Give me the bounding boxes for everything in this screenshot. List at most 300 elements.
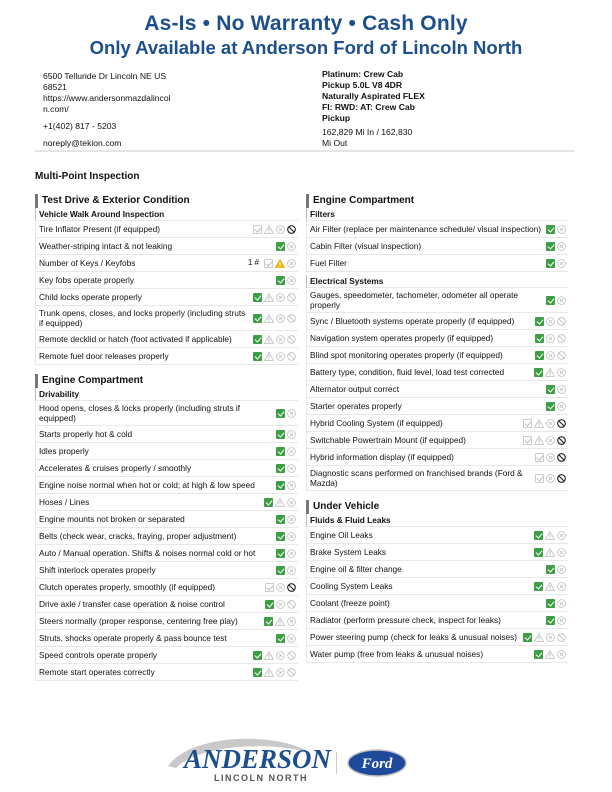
check-icon[interactable] (535, 351, 544, 360)
dealer-info (43, 71, 171, 149)
fail-icon[interactable] (546, 453, 555, 462)
inspection-item-label: Hybrid information display (if equipped) (310, 452, 454, 462)
status-icons (264, 498, 298, 507)
inspection-title: Multi-Point Inspection (35, 171, 140, 182)
inspection-item-label: Engine noise normal when hot or cold; at high & low speed (39, 480, 255, 490)
inspection-row (306, 612, 568, 629)
inspection-row (35, 511, 298, 528)
inspection-item-label: Power steering pump (check for leaks & unusual noises) (310, 632, 518, 642)
check-icon[interactable] (546, 242, 555, 251)
not-applicable-icon[interactable] (557, 334, 566, 343)
check-icon[interactable] (535, 453, 544, 462)
dealer-website-2[interactable]: n.com/ (43, 104, 69, 114)
inspection-item-label: Clutch operates properly, smoothly (if equipped) (39, 582, 216, 592)
not-applicable-icon[interactable] (287, 335, 296, 344)
dealer-address-1: 6500 Telluride Dr Lincoln NE US (43, 71, 167, 81)
inspection-row (35, 528, 298, 545)
inspection-item-label: Remote fuel door releases properly (39, 351, 169, 361)
status-icons (535, 317, 568, 326)
inspection-item-label: Switchable Powertrain Mount (if equipped) (310, 435, 466, 445)
status-icons (546, 242, 568, 251)
status-icons (248, 258, 298, 268)
fail-icon[interactable] (287, 634, 296, 643)
inspection-row (35, 613, 298, 630)
inspection-row (306, 544, 568, 561)
check-icon[interactable] (535, 334, 544, 343)
status-icons (276, 242, 298, 251)
inspection-item-label: Accelerates & cruises properly / smoothly (39, 463, 192, 473)
fail-icon[interactable] (546, 474, 555, 483)
inspection-item-label: Trunk opens, closes, and locks properly (including struts if equipped) (39, 308, 246, 328)
left-column (35, 194, 298, 681)
fail-icon[interactable] (276, 293, 285, 302)
fail-icon[interactable] (557, 368, 566, 377)
fail-icon[interactable] (557, 385, 566, 394)
fail-icon[interactable] (557, 531, 566, 540)
dealer-phone: +1(402) 817 - 5203 (43, 121, 117, 131)
inspection-item-label: Alternator output correct (310, 384, 400, 394)
inspection-item-label: Remote decklid or hatch (foot activated if applicable) (39, 334, 232, 344)
inspection-row (306, 221, 568, 238)
inspection-item-label: Engine oil & filter change (310, 564, 402, 574)
inspection-item-label: Cooling System Leaks (310, 581, 393, 591)
fail-icon[interactable] (557, 616, 566, 625)
check-icon[interactable] (276, 515, 285, 524)
check-icon[interactable] (546, 296, 555, 305)
status-icons (253, 293, 298, 302)
check-icon[interactable] (264, 498, 273, 507)
warning-icon[interactable] (534, 419, 544, 428)
inspection-item-label: Belts (check wear, cracks, fraying, proper adjustment) (39, 531, 237, 541)
check-icon[interactable] (535, 317, 544, 326)
inspection-row (35, 545, 298, 562)
inspection-item-label: Speed controls operate properly (39, 650, 158, 660)
vehicle-miles-1: 162,829 Mi In / 162,830 (322, 127, 413, 137)
status-icons (534, 548, 568, 557)
inspection-row (35, 401, 298, 426)
inspection-row (35, 443, 298, 460)
inspection-row (35, 664, 298, 681)
warning-icon[interactable] (264, 225, 274, 234)
fail-icon[interactable] (287, 549, 296, 558)
status-icons (276, 515, 298, 524)
status-icons (546, 296, 568, 305)
inspection-row (306, 415, 568, 432)
fail-icon[interactable] (276, 583, 285, 592)
not-applicable-icon[interactable] (287, 600, 296, 609)
fail-icon[interactable] (287, 481, 296, 490)
warning-icon[interactable] (264, 651, 274, 660)
fail-icon[interactable] (557, 225, 566, 234)
inspection-row (35, 426, 298, 443)
status-icons (546, 225, 568, 234)
check-icon[interactable] (253, 314, 262, 323)
inspection-item-label: Starter operates properly (310, 401, 402, 411)
check-icon[interactable] (276, 409, 285, 418)
not-applicable-icon[interactable] (557, 317, 566, 326)
not-applicable-icon[interactable] (557, 351, 566, 360)
status-icons (546, 385, 568, 394)
fail-icon[interactable] (287, 409, 296, 418)
check-icon[interactable] (276, 481, 285, 490)
fail-icon[interactable] (287, 242, 296, 251)
inspection-row (306, 646, 568, 663)
warning-icon[interactable] (275, 617, 285, 626)
fail-icon[interactable] (287, 498, 296, 507)
check-icon[interactable] (534, 548, 543, 557)
inspection-item-label: Engine Oil Leaks (310, 530, 373, 540)
inspection-item-label: Air Filter (replace per maintenance schedule/ visual inspection) (310, 224, 542, 234)
check-icon[interactable] (546, 225, 555, 234)
check-icon[interactable] (276, 447, 285, 456)
check-icon[interactable] (276, 566, 285, 575)
header-line-1: As-Is • No Warranty • Cash Only (144, 12, 468, 35)
inspection-item-label: Fuel Filter (310, 258, 347, 268)
inspection-row (35, 289, 298, 306)
inspection-row (306, 255, 568, 272)
status-icons (264, 617, 298, 626)
fail-icon[interactable] (557, 650, 566, 659)
status-icons (534, 582, 568, 591)
inspection-row (35, 647, 298, 664)
fail-icon[interactable] (557, 599, 566, 608)
inspection-item-label: Water pump (free from leaks & unusual noises) (310, 649, 484, 659)
fail-icon[interactable] (276, 314, 285, 323)
fail-icon[interactable] (557, 402, 566, 411)
inspection-item-label: Child locks operate properly (39, 292, 142, 302)
inspection-row (35, 331, 298, 348)
check-icon[interactable] (276, 532, 285, 541)
check-icon[interactable] (523, 419, 532, 428)
fail-icon[interactable] (276, 335, 285, 344)
status-icons (253, 651, 298, 660)
fail-icon[interactable] (287, 532, 296, 541)
check-icon[interactable] (276, 464, 285, 473)
fail-icon[interactable] (546, 633, 555, 642)
inspection-row (306, 629, 568, 646)
inspection-row (35, 579, 298, 596)
check-icon[interactable] (535, 474, 544, 483)
status-icons (276, 276, 298, 285)
status-icons (276, 447, 298, 456)
status-icons (534, 650, 568, 659)
check-icon[interactable] (546, 385, 555, 394)
vehicle-line-2: Pickup 5.0L V8 4DR (322, 80, 403, 90)
status-icons (265, 583, 298, 592)
check-icon[interactable] (276, 549, 285, 558)
vehicle-miles-2: Mi Out (322, 138, 348, 148)
check-icon[interactable] (253, 225, 262, 234)
subsection-title-fluids-fluid-leaks: Fluids & Fluid Leaks (306, 514, 568, 527)
fail-icon[interactable] (287, 515, 296, 524)
inspection-row (306, 432, 568, 449)
check-icon[interactable] (276, 242, 285, 251)
inspection-row (306, 578, 568, 595)
fail-icon[interactable] (557, 296, 566, 305)
status-icons (276, 430, 298, 439)
status-icons (546, 599, 568, 608)
fail-icon[interactable] (546, 419, 555, 428)
vehicle-line-1: Platinum: Crew Cab (322, 69, 404, 79)
status-icons (534, 368, 568, 377)
inspection-row (306, 527, 568, 544)
key-count: 1 # (247, 258, 259, 267)
warning-icon[interactable] (264, 352, 274, 361)
subsection-title-electrical-systems: Electrical Systems (306, 275, 568, 288)
not-applicable-icon[interactable] (287, 314, 296, 323)
status-icons (535, 334, 568, 343)
status-icons (535, 474, 568, 483)
inspection-item-label: Number of Keys / Keyfobs (39, 258, 136, 268)
vehicle-info (322, 69, 472, 149)
header-line-2: Only Available at Anderson Ford of Lincoln North (89, 37, 523, 58)
ford-logo (346, 748, 408, 778)
inspection-item-label: Brake System Leaks (310, 547, 387, 557)
not-applicable-icon[interactable] (557, 453, 566, 462)
check-icon[interactable] (276, 634, 285, 643)
ford-wordmark: Ford (361, 756, 393, 772)
status-icons (253, 314, 298, 323)
status-icons (523, 436, 568, 445)
inspection-row (306, 238, 568, 255)
status-icons (276, 481, 298, 490)
fail-icon[interactable] (546, 317, 555, 326)
inspection-row (306, 381, 568, 398)
status-icons (535, 453, 568, 462)
inspection-row (35, 494, 298, 511)
fail-icon[interactable] (557, 582, 566, 591)
fail-icon[interactable] (557, 548, 566, 557)
check-icon[interactable] (546, 616, 555, 625)
inspection-item-label: Key fobs operate properly (39, 275, 135, 285)
check-icon[interactable] (534, 650, 543, 659)
right-column (306, 194, 568, 663)
not-applicable-icon[interactable] (287, 651, 296, 660)
check-icon[interactable] (253, 293, 262, 302)
fail-icon[interactable] (276, 651, 285, 660)
check-icon[interactable] (534, 368, 543, 377)
fail-icon[interactable] (287, 447, 296, 456)
inspection-row (35, 348, 298, 365)
inspection-item-label: Steers normally (proper response, centering free play) (39, 616, 238, 626)
status-icons (276, 634, 298, 643)
fail-icon[interactable] (546, 436, 555, 445)
inspection-item-label: Shift interlock operates properly (39, 565, 156, 575)
fail-icon[interactable] (276, 352, 285, 361)
check-icon[interactable] (265, 600, 274, 609)
inspection-item-label: Hoses / Lines (39, 497, 90, 507)
warning-icon[interactable] (545, 582, 555, 591)
inspection-item-label: Battery type, condition, fluid level, load test corrected (310, 367, 505, 377)
check-icon[interactable] (264, 259, 273, 268)
fail-icon[interactable] (557, 565, 566, 574)
inspection-item-label: Diagnostic scans performed on franchised brands (Ford & Mazda) (310, 468, 523, 488)
warning-icon[interactable] (545, 368, 555, 377)
fail-icon[interactable] (546, 351, 555, 360)
not-applicable-icon[interactable] (287, 352, 296, 361)
logo-divider (336, 752, 337, 774)
check-icon[interactable] (253, 668, 262, 677)
inspection-item-label: Remote start operates correctly (39, 667, 155, 677)
not-applicable-icon[interactable] (557, 633, 566, 642)
inspection-row (306, 347, 568, 364)
fail-icon[interactable] (287, 464, 296, 473)
check-icon[interactable] (276, 276, 285, 285)
inspection-row (35, 477, 298, 494)
dealer-website-1[interactable]: https://www.andersonmazdalincol (43, 93, 171, 103)
section-title-under-vehicle: Under Vehicle (306, 500, 568, 514)
inspection-row (306, 595, 568, 612)
inspection-row (306, 330, 568, 347)
fail-icon[interactable] (287, 430, 296, 439)
inspection-item-label: Starts properly hot & cold (39, 429, 133, 439)
inspection-row (35, 272, 298, 289)
subsection-title-drivability: Drivability (35, 388, 298, 401)
warning-icon[interactable] (264, 668, 274, 677)
status-icons (546, 259, 568, 268)
check-icon[interactable] (253, 352, 262, 361)
inspection-item-label: Blind spot monitoring operates properly (if equipped) (310, 350, 503, 360)
status-icons (276, 532, 298, 541)
vehicle-line-3: Naturally Aspirated FLEX (322, 91, 425, 101)
check-icon[interactable] (546, 402, 555, 411)
fail-icon[interactable] (287, 276, 296, 285)
check-icon[interactable] (253, 335, 262, 344)
fail-icon[interactable] (276, 668, 285, 677)
fail-icon[interactable] (557, 242, 566, 251)
not-applicable-icon[interactable] (287, 668, 296, 677)
status-icons (265, 600, 298, 609)
not-applicable-icon[interactable] (287, 293, 296, 302)
inspection-item-label: Tire Inflator Present (if equipped) (39, 224, 160, 234)
warning-icon[interactable] (534, 436, 544, 445)
inspection-item-label: Sync / Bluetooth systems operate properly (if equipped) (310, 316, 515, 326)
status-icons (276, 549, 298, 558)
status-icons (546, 565, 568, 574)
inspection-item-label: Navigation system operates properly (if equipped) (310, 333, 494, 343)
warning-icon[interactable] (264, 293, 274, 302)
header-divider (35, 150, 575, 152)
status-icons (523, 633, 568, 642)
inspection-row (306, 313, 568, 330)
status-icons (253, 335, 298, 344)
inspection-item-label: Weather-striping intact & not leaking (39, 241, 173, 251)
fail-icon[interactable] (276, 600, 285, 609)
inspection-item-label: Cabin Filter (visual inspection) (310, 241, 422, 251)
section-title-engine-compartment: Engine Compartment (35, 374, 298, 388)
not-applicable-icon[interactable] (557, 419, 566, 428)
check-icon[interactable] (534, 582, 543, 591)
warning-icon[interactable] (275, 498, 285, 507)
warning-icon[interactable] (264, 335, 274, 344)
check-icon[interactable] (523, 633, 532, 642)
check-icon[interactable] (534, 531, 543, 540)
dealer-address-2: 68521 (43, 82, 67, 92)
inspection-row (35, 460, 298, 477)
fail-icon[interactable] (276, 225, 285, 234)
inspection-row (306, 288, 568, 313)
inspection-row (35, 306, 298, 331)
status-icons (276, 464, 298, 473)
warning-icon[interactable] (275, 259, 285, 268)
not-applicable-icon[interactable] (557, 436, 566, 445)
inspection-item-label: Coolant (freeze point) (310, 598, 390, 608)
check-icon[interactable] (546, 259, 555, 268)
warning-icon[interactable] (264, 314, 274, 323)
subsection-title-vehicle-walk-around-inspection: Vehicle Walk Around Inspection (35, 208, 298, 221)
fail-icon[interactable] (557, 259, 566, 268)
inspection-item-label: Drive axle / transfer case operation & noise control (39, 599, 225, 609)
inspection-row (306, 364, 568, 381)
status-icons (546, 402, 568, 411)
not-applicable-icon[interactable] (287, 583, 296, 592)
check-icon[interactable] (276, 430, 285, 439)
inspection-item-label: Auto / Manual operation. Shifts & noises normal cold or hot (39, 548, 256, 558)
dealer-email: noreply@tekion.com (43, 138, 122, 148)
inspection-row (35, 630, 298, 647)
warning-icon[interactable] (545, 531, 555, 540)
warning-icon[interactable] (545, 548, 555, 557)
check-icon[interactable] (253, 651, 262, 660)
status-icons (276, 409, 298, 418)
subsection-title-filters: Filters (306, 208, 568, 221)
check-icon[interactable] (264, 617, 273, 626)
not-applicable-icon[interactable] (287, 225, 296, 234)
inspection-row (306, 398, 568, 415)
not-applicable-icon[interactable] (557, 474, 566, 483)
vehicle-line-5: Pickup (322, 113, 351, 123)
anderson-logo (162, 736, 332, 786)
status-icons (534, 531, 568, 540)
check-icon[interactable] (265, 583, 274, 592)
inspection-item-label: Engine mounts not broken or separated (39, 514, 185, 524)
logo-brand-sub: LINCOLN NORTH (214, 773, 308, 783)
inspection-item-label: Gauges, speedometer, tachometer, odometer all operate properly (310, 290, 519, 310)
warning-icon[interactable] (534, 633, 544, 642)
inspection-item-label: Hood opens, closes & locks properly (including struts if equipped) (39, 403, 241, 423)
fail-icon[interactable] (287, 566, 296, 575)
check-icon[interactable] (546, 565, 555, 574)
status-icons (253, 225, 298, 234)
fail-icon[interactable] (287, 259, 296, 268)
check-icon[interactable] (546, 599, 555, 608)
warning-icon[interactable] (545, 650, 555, 659)
inspection-row (35, 596, 298, 613)
vehicle-line-4: FI: RWD: AT: Crew Cab (322, 102, 415, 112)
logo-brand-main: ANDERSON (184, 744, 332, 774)
inspection-item-label: Hybrid Cooling System (if equipped) (310, 418, 443, 428)
inspection-item-label: Radiator (perform pressure check, inspect for leaks) (310, 615, 501, 625)
inspection-row (35, 562, 298, 579)
check-icon[interactable] (523, 436, 532, 445)
status-icons (276, 566, 298, 575)
inspection-row (35, 238, 298, 255)
status-icons (546, 616, 568, 625)
inspection-item-label: Idles properly (39, 446, 89, 456)
status-icons (253, 352, 298, 361)
status-icons (523, 419, 568, 428)
inspection-row (306, 466, 568, 491)
inspection-row (306, 449, 568, 466)
status-icons (535, 351, 568, 360)
fail-icon[interactable] (287, 617, 296, 626)
inspection-row (35, 255, 298, 272)
section-title-test-drive-exterior-condition: Test Drive & Exterior Condition (35, 194, 298, 208)
inspection-row (306, 561, 568, 578)
section-title-engine-compartment: Engine Compartment (306, 194, 568, 208)
fail-icon[interactable] (546, 334, 555, 343)
inspection-item-label: Struts, shocks operate properly & pass bounce test (39, 633, 227, 643)
